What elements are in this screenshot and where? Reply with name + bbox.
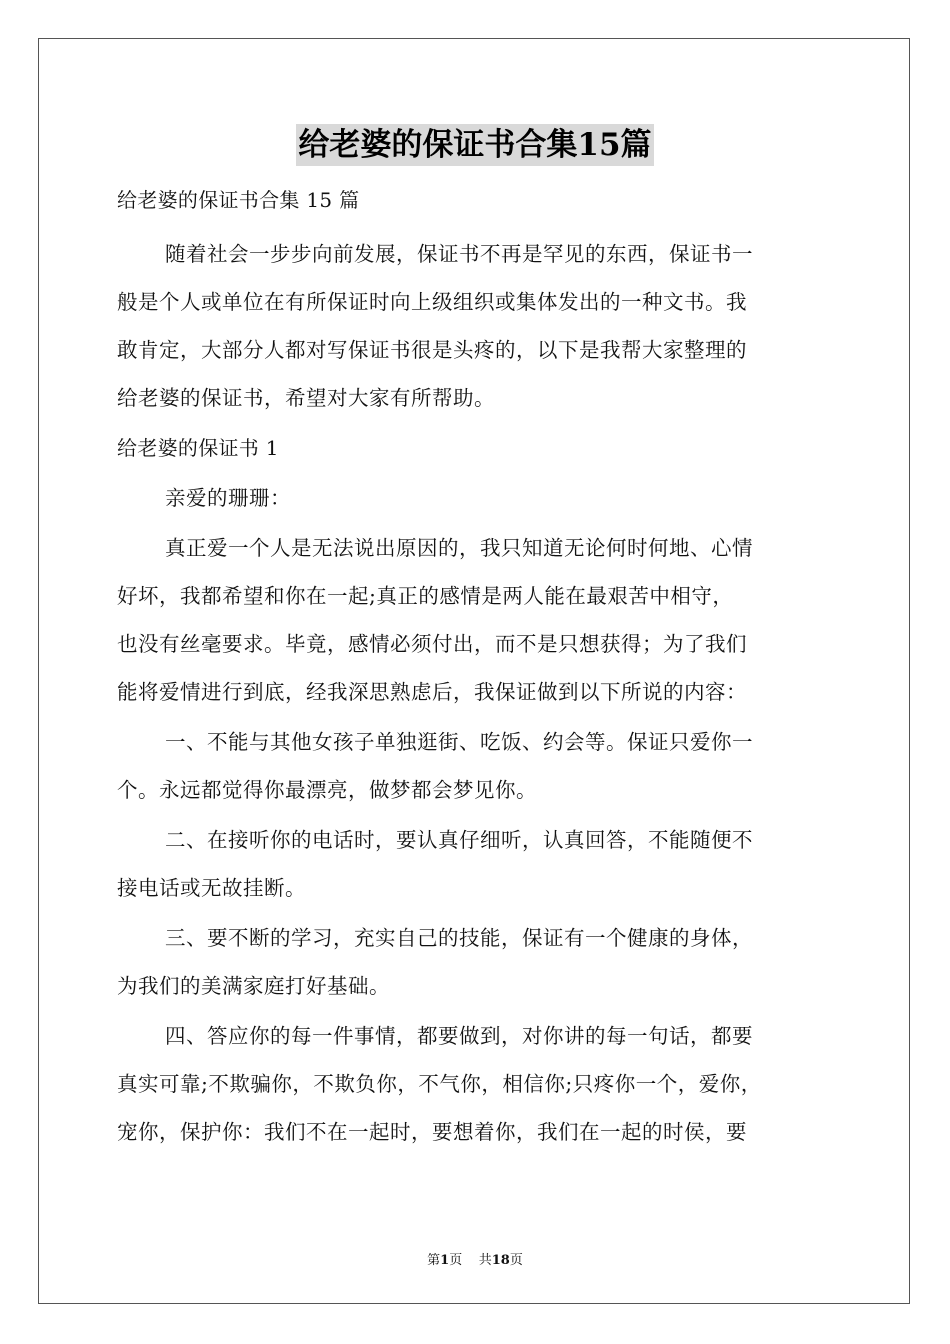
list-item-1 bbox=[117, 718, 833, 814]
text-line: 二、在接听你的电话时，要认真仔细听，认真回答，不能随便不 bbox=[165, 828, 753, 852]
text-line: 给老婆的保证书，希望对大家有所帮助。 bbox=[117, 386, 495, 410]
page-total: 18 bbox=[491, 1253, 510, 1268]
text-line: 个。永远都觉得你最漂亮，做梦都会梦见你。 bbox=[117, 778, 537, 802]
total-prefix: 共 bbox=[478, 1253, 492, 1268]
salutation: 亲爱的珊珊： bbox=[165, 486, 291, 510]
document-title: 给老婆的保证书合集15篇 bbox=[296, 124, 653, 166]
page-current: 1 bbox=[440, 1253, 450, 1268]
text-line: 般是个人或单位在有所保证时向上级组织或集体发出的一种文书。我 bbox=[117, 290, 747, 314]
text-line: 为我们的美满家庭打好基础。 bbox=[117, 974, 390, 998]
page-prefix: 第 bbox=[427, 1253, 441, 1268]
document-subtitle: 给老婆的保证书合集 15 篇 bbox=[117, 188, 360, 212]
total-unit: 页 bbox=[509, 1253, 523, 1268]
text-line: 真正爱一个人是无法说出原因的，我只知道无论何时何地、心情 bbox=[165, 536, 753, 560]
text-line: 宠你，保护你：我们不在一起时，要想着你，我们在一起的时侯，要 bbox=[117, 1120, 747, 1144]
title-container bbox=[0, 124, 950, 166]
list-item-2 bbox=[117, 816, 833, 912]
text-line: 一、不能与其他女孩子单独逛街、吃饭、约会等。保证只爱你一 bbox=[165, 730, 753, 754]
text-line: 三、要不断的学习，充实自己的技能，保证有一个健康的身体， bbox=[165, 926, 753, 950]
section-heading: 给老婆的保证书 1 bbox=[117, 436, 279, 460]
page-footer bbox=[0, 1249, 950, 1268]
text-line: 四、答应你的每一件事情，都要做到，对你讲的每一句话，都要 bbox=[165, 1024, 753, 1048]
document-body bbox=[117, 176, 833, 1156]
text-line: 能将爱情进行到底，经我深思熟虑后，我保证做到以下所说的内容： bbox=[117, 680, 747, 704]
text-line: 真实可靠;不欺骗你，不欺负你，不气你，相信你;只疼你一个，爱你， bbox=[117, 1072, 762, 1096]
list-item-3 bbox=[117, 914, 833, 1010]
paragraph-main bbox=[117, 524, 833, 716]
page-unit: 页 bbox=[449, 1253, 463, 1268]
intro-paragraph bbox=[117, 230, 833, 422]
text-line: 接电话或无故挂断。 bbox=[117, 876, 306, 900]
list-item-4 bbox=[117, 1012, 833, 1156]
text-line: 也没有丝毫要求。毕竟，感情必须付出，而不是只想获得；为了我们 bbox=[117, 632, 747, 656]
text-line: 敢肯定，大部分人都对写保证书很是头疼的，以下是我帮大家整理的 bbox=[117, 338, 747, 362]
text-line: 随着社会一步步向前发展，保证书不再是罕见的东西，保证书一 bbox=[165, 242, 753, 266]
text-line: 好坏，我都希望和你在一起;真正的感情是两人能在最艰苦中相守， bbox=[117, 584, 734, 608]
